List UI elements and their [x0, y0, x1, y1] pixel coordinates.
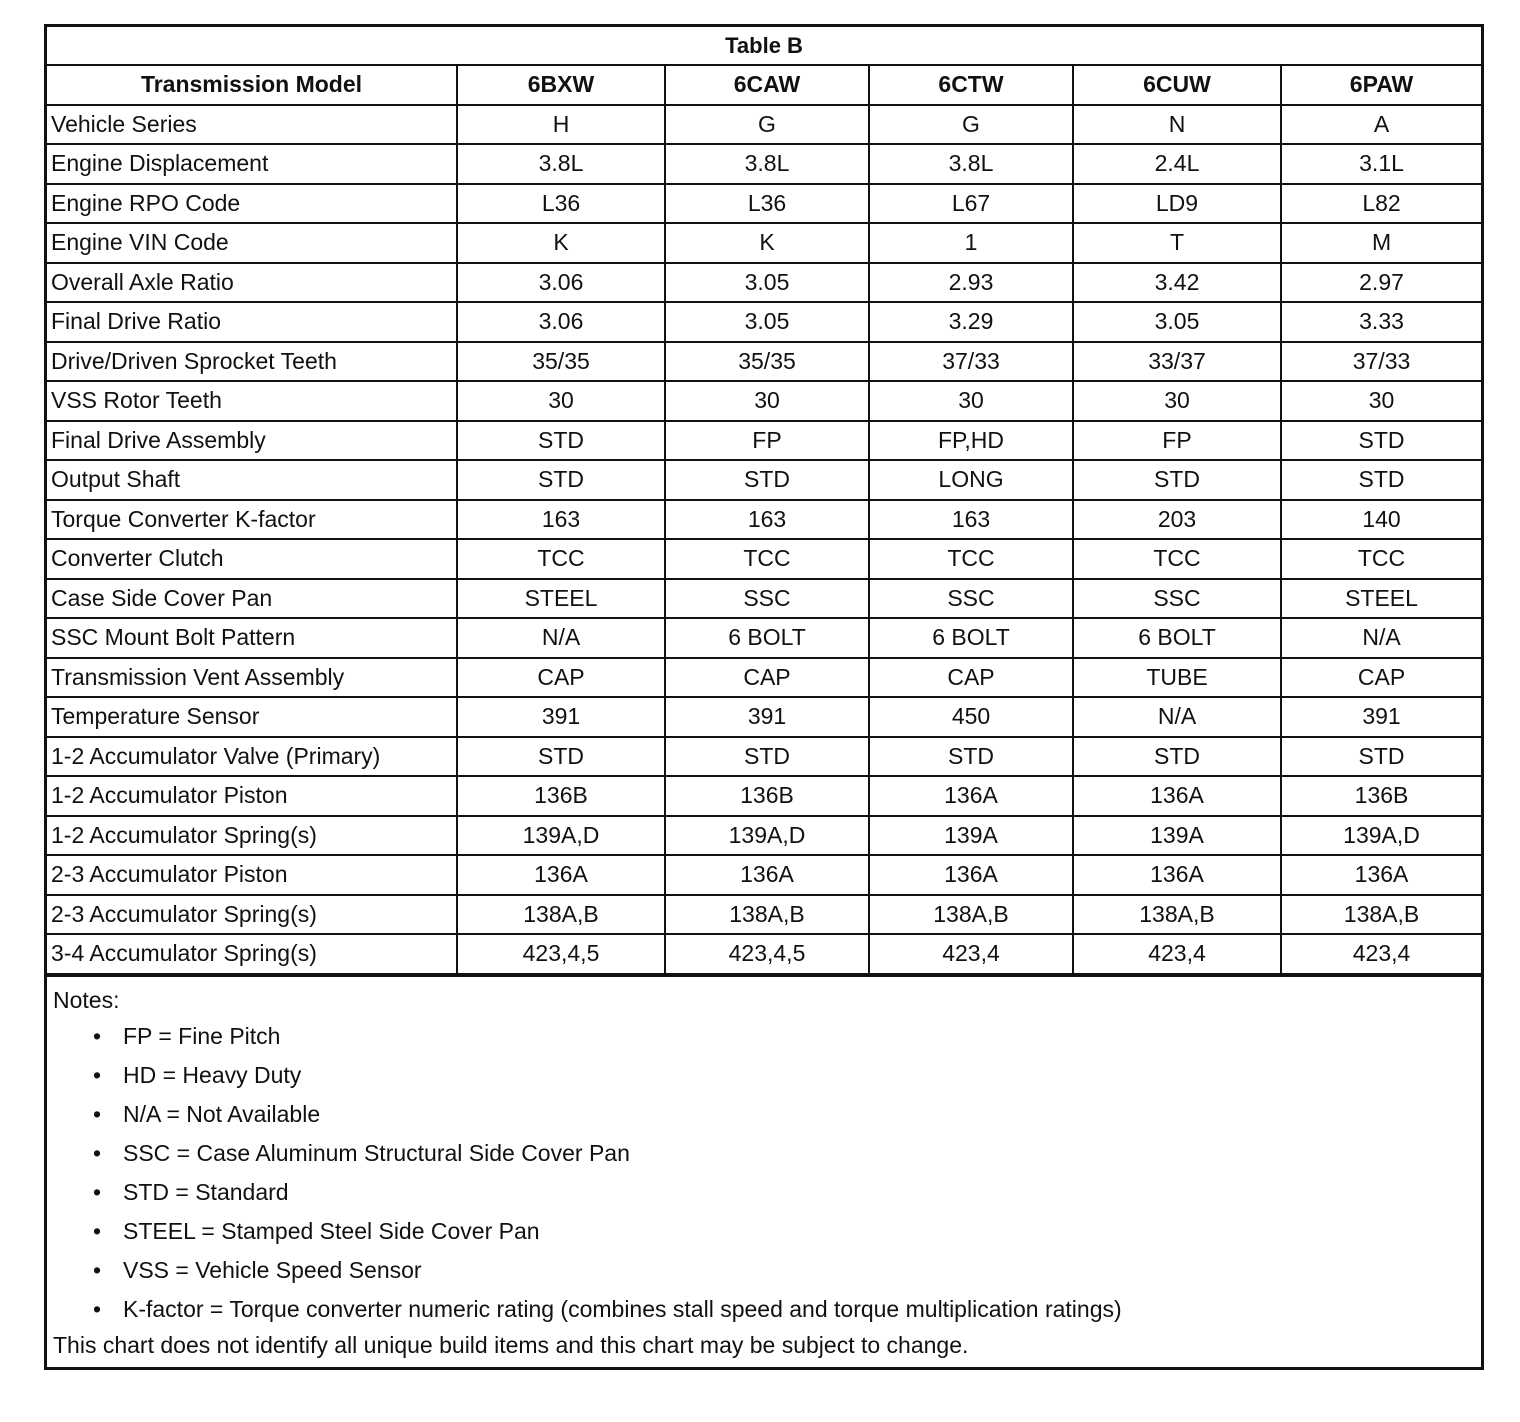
table-cell: TCC — [665, 539, 869, 579]
bullet-icon: • — [93, 1178, 102, 1205]
table-cell: N/A — [1281, 618, 1481, 658]
row-label: Final Drive Ratio — [47, 302, 457, 342]
note-item — [93, 1173, 1475, 1212]
row-label: Vehicle Series — [47, 105, 457, 145]
row-label: 3-4 Accumulator Spring(s) — [47, 934, 457, 974]
row-label: Engine Displacement — [47, 144, 457, 184]
table-cell: G — [665, 105, 869, 145]
table-cell: A — [1281, 105, 1481, 145]
table-row — [47, 816, 1481, 856]
table-cell: 423,4 — [1073, 934, 1281, 974]
table-cell: K — [665, 223, 869, 263]
table-cell: 423,4,5 — [665, 934, 869, 974]
notes-title: Notes: — [53, 986, 120, 1013]
table-cell: TCC — [457, 539, 665, 579]
note-text: STD = Standard — [123, 1178, 289, 1205]
row-label: Torque Converter K-factor — [47, 500, 457, 540]
model-header: 6BXW — [457, 65, 665, 105]
row-label: Transmission Vent Assembly — [47, 658, 457, 698]
table-cell: M — [1281, 223, 1481, 263]
table-cell: 423,4,5 — [457, 934, 665, 974]
table-row — [47, 105, 1481, 145]
table-cell: 30 — [457, 381, 665, 421]
table-cell: 138A,B — [457, 895, 665, 935]
disclaimer-text: This chart does not identify all unique build items and this chart may be subject to change. — [53, 1331, 969, 1358]
bullet-icon: • — [93, 1295, 102, 1322]
table-row — [47, 381, 1481, 421]
table-cell: 33/37 — [1073, 342, 1281, 382]
table-cell: FP,HD — [869, 421, 1073, 461]
table-cell: 37/33 — [869, 342, 1073, 382]
table-cell: N/A — [1073, 697, 1281, 737]
table-cell: 2.97 — [1281, 263, 1481, 303]
table-cell: N — [1073, 105, 1281, 145]
table-cell: STD — [1073, 460, 1281, 500]
table-cell: 136A — [1073, 855, 1281, 895]
note-item — [93, 1251, 1475, 1290]
table-cell: CAP — [1281, 658, 1481, 698]
table-cell: 139A — [1073, 816, 1281, 856]
row-label: Converter Clutch — [47, 539, 457, 579]
row-label: VSS Rotor Teeth — [47, 381, 457, 421]
table-cell: 391 — [457, 697, 665, 737]
table-cell: STEEL — [457, 579, 665, 619]
table-cell: 6 BOLT — [1073, 618, 1281, 658]
spec-table-body — [47, 105, 1481, 974]
table-cell: L36 — [665, 184, 869, 224]
table-cell: 138A,B — [1073, 895, 1281, 935]
note-text: HD = Heavy Duty — [123, 1061, 302, 1088]
table-row — [47, 934, 1481, 974]
table-cell: L67 — [869, 184, 1073, 224]
table-cell: 136B — [1281, 776, 1481, 816]
table-caption: Table B — [47, 27, 1481, 65]
table-row — [47, 855, 1481, 895]
bullet-icon: • — [93, 1100, 102, 1127]
row-label: Output Shaft — [47, 460, 457, 500]
table-cell: SSC — [1073, 579, 1281, 619]
notes-list — [53, 1017, 1475, 1329]
table-cell: 3.1L — [1281, 144, 1481, 184]
table-cell: 3.05 — [1073, 302, 1281, 342]
row-label: Case Side Cover Pan — [47, 579, 457, 619]
table-cell: STD — [665, 460, 869, 500]
row-label: 2-3 Accumulator Spring(s) — [47, 895, 457, 935]
bullet-icon: • — [93, 1256, 102, 1283]
note-item — [93, 1290, 1475, 1329]
table-cell: 391 — [665, 697, 869, 737]
table-cell: LD9 — [1073, 184, 1281, 224]
table-cell: N/A — [457, 618, 665, 658]
table-row — [47, 776, 1481, 816]
table-cell: 37/33 — [1281, 342, 1481, 382]
table-cell: STD — [869, 737, 1073, 777]
note-text: VSS = Vehicle Speed Sensor — [123, 1256, 422, 1283]
table-cell: 6 BOLT — [869, 618, 1073, 658]
table-cell: 30 — [665, 381, 869, 421]
table-cell: 139A,D — [1281, 816, 1481, 856]
table-cell: G — [869, 105, 1073, 145]
table-cell: 136A — [457, 855, 665, 895]
table-row — [47, 184, 1481, 224]
table-row — [47, 737, 1481, 777]
table-row — [47, 658, 1481, 698]
table-cell: 3.8L — [457, 144, 665, 184]
table-cell: 3.8L — [869, 144, 1073, 184]
table-cell: STD — [457, 737, 665, 777]
table-cell: 450 — [869, 697, 1073, 737]
spec-table — [47, 27, 1481, 975]
row-label: 2-3 Accumulator Piston — [47, 855, 457, 895]
model-header: 6CUW — [1073, 65, 1281, 105]
table-cell: 136A — [665, 855, 869, 895]
spec-sheet — [44, 24, 1484, 1370]
table-row — [47, 618, 1481, 658]
table-cell: TCC — [1281, 539, 1481, 579]
row-label: Engine VIN Code — [47, 223, 457, 263]
table-cell: TCC — [869, 539, 1073, 579]
note-text: SSC = Case Aluminum Structural Side Cover Pan — [123, 1139, 630, 1166]
table-cell: STD — [1281, 460, 1481, 500]
table-cell: TUBE — [1073, 658, 1281, 698]
table-cell: 3.42 — [1073, 263, 1281, 303]
table-cell: 3.33 — [1281, 302, 1481, 342]
table-row — [47, 460, 1481, 500]
bullet-icon: • — [93, 1139, 102, 1166]
table-cell: CAP — [457, 658, 665, 698]
table-cell: TCC — [1073, 539, 1281, 579]
model-header: 6CAW — [665, 65, 869, 105]
table-cell: FP — [1073, 421, 1281, 461]
table-cell: 30 — [869, 381, 1073, 421]
table-cell: 163 — [665, 500, 869, 540]
table-cell: 138A,B — [665, 895, 869, 935]
table-row — [47, 223, 1481, 263]
table-cell: L36 — [457, 184, 665, 224]
header-label: Transmission Model — [47, 65, 457, 105]
table-cell: 3.06 — [457, 302, 665, 342]
note-item — [93, 1056, 1475, 1095]
notes-section — [47, 975, 1481, 1367]
table-cell: 136A — [1281, 855, 1481, 895]
table-cell: 1 — [869, 223, 1073, 263]
table-cell: 6 BOLT — [665, 618, 869, 658]
note-text: FP = Fine Pitch — [123, 1022, 281, 1049]
row-label: 1-2 Accumulator Valve (Primary) — [47, 737, 457, 777]
model-header: 6PAW — [1281, 65, 1481, 105]
table-cell: 423,4 — [1281, 934, 1481, 974]
table-cell: 3.29 — [869, 302, 1073, 342]
table-cell: SSC — [665, 579, 869, 619]
table-cell: T — [1073, 223, 1281, 263]
row-label: Drive/Driven Sprocket Teeth — [47, 342, 457, 382]
table-cell: STD — [1073, 737, 1281, 777]
table-cell: 139A — [869, 816, 1073, 856]
table-cell: 136A — [869, 776, 1073, 816]
table-cell: 203 — [1073, 500, 1281, 540]
table-cell: 136A — [869, 855, 1073, 895]
bullet-icon: • — [93, 1061, 102, 1088]
row-label: SSC Mount Bolt Pattern — [47, 618, 457, 658]
table-cell: FP — [665, 421, 869, 461]
table-cell: 3.05 — [665, 263, 869, 303]
note-item — [93, 1095, 1475, 1134]
table-cell: SSC — [869, 579, 1073, 619]
note-item — [93, 1212, 1475, 1251]
note-item — [93, 1017, 1475, 1056]
table-cell: H — [457, 105, 665, 145]
bullet-icon: • — [93, 1217, 102, 1244]
row-label: Final Drive Assembly — [47, 421, 457, 461]
table-cell: K — [457, 223, 665, 263]
table-cell: 138A,B — [1281, 895, 1481, 935]
table-cell: 136B — [665, 776, 869, 816]
table-cell: 136B — [457, 776, 665, 816]
table-cell: STEEL — [1281, 579, 1481, 619]
bullet-icon: • — [93, 1022, 102, 1049]
model-header: 6CTW — [869, 65, 1073, 105]
table-cell: 140 — [1281, 500, 1481, 540]
note-text: STEEL = Stamped Steel Side Cover Pan — [123, 1217, 540, 1244]
note-text: K-factor = Torque converter numeric rating (combines stall speed and torque multiplication ratings) — [123, 1295, 1122, 1322]
row-label: 1-2 Accumulator Piston — [47, 776, 457, 816]
table-row — [47, 263, 1481, 303]
table-cell: 2.93 — [869, 263, 1073, 303]
table-cell: STD — [1281, 421, 1481, 461]
table-cell: 139A,D — [665, 816, 869, 856]
table-cell: 3.8L — [665, 144, 869, 184]
table-row — [47, 144, 1481, 184]
table-cell: L82 — [1281, 184, 1481, 224]
table-cell: 139A,D — [457, 816, 665, 856]
table-cell: STD — [665, 737, 869, 777]
table-cell: 2.4L — [1073, 144, 1281, 184]
table-cell: 423,4 — [869, 934, 1073, 974]
table-cell: CAP — [665, 658, 869, 698]
table-row — [47, 302, 1481, 342]
table-row — [47, 500, 1481, 540]
table-cell: STD — [457, 421, 665, 461]
note-text: N/A = Not Available — [123, 1100, 321, 1127]
table-cell: 35/35 — [457, 342, 665, 382]
table-row — [47, 342, 1481, 382]
table-cell: 3.05 — [665, 302, 869, 342]
table-row — [47, 697, 1481, 737]
row-label: Engine RPO Code — [47, 184, 457, 224]
table-cell: 136A — [1073, 776, 1281, 816]
table-row — [47, 895, 1481, 935]
table-row — [47, 579, 1481, 619]
row-label: 1-2 Accumulator Spring(s) — [47, 816, 457, 856]
table-cell: 391 — [1281, 697, 1481, 737]
table-row — [47, 539, 1481, 579]
table-cell: 163 — [457, 500, 665, 540]
row-label: Temperature Sensor — [47, 697, 457, 737]
header-row — [47, 65, 1481, 105]
table-cell: 30 — [1281, 381, 1481, 421]
table-cell: LONG — [869, 460, 1073, 500]
table-cell: STD — [1281, 737, 1481, 777]
table-row — [47, 421, 1481, 461]
table-cell: 30 — [1073, 381, 1281, 421]
table-cell: CAP — [869, 658, 1073, 698]
row-label: Overall Axle Ratio — [47, 263, 457, 303]
table-cell: STD — [457, 460, 665, 500]
table-cell: 138A,B — [869, 895, 1073, 935]
table-cell: 3.06 — [457, 263, 665, 303]
table-cell: 35/35 — [665, 342, 869, 382]
table-cell: 163 — [869, 500, 1073, 540]
note-item — [93, 1134, 1475, 1173]
